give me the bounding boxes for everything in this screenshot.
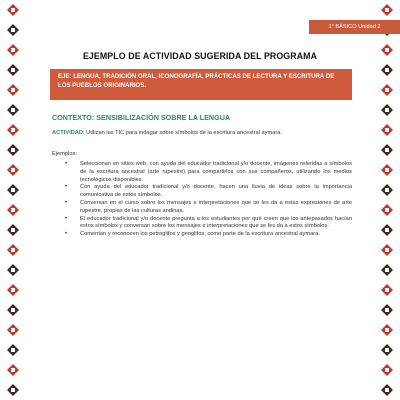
motif-center-icon xyxy=(385,68,389,72)
border-motif-icon xyxy=(381,364,393,376)
list-item: • El educador tradicional y/o docente pregunta a los estudiantes por qué creen que los antepasados hacían estos símbolos y conversan sobre los mensajes e interpretaciones que se les da a estos símbolos. xyxy=(65,215,352,230)
motif-center-icon xyxy=(11,308,15,312)
motif-center-icon xyxy=(385,168,389,172)
page-title: EJEMPLO DE ACTIVIDAD SUGERIDA DEL PROGRAMA xyxy=(82,51,318,61)
motif-center-icon xyxy=(11,48,15,52)
list-item: • Comentan y reconocen los petroglifos y geoglifos, como parte de la escritura ancestral aymara. xyxy=(65,231,320,238)
activity-text: : Utilizan las TIC para indagar sobre símbolos de la escritura ancestral aymara. xyxy=(82,130,283,136)
motif-center-icon xyxy=(385,48,389,52)
motif-center-icon xyxy=(385,268,389,272)
bullet-icon: • xyxy=(65,215,68,222)
border-motif-icon xyxy=(381,44,393,56)
motif-center-icon xyxy=(385,8,389,12)
border-motif-icon xyxy=(7,64,19,76)
border-motif-icon xyxy=(381,304,393,316)
list-item: • Seleccionan en sitios web, con ayuda del educador tradicional y/o docente, imágenes referidas a símbolos de la escritura ancestral (arte rupestre) para compartirlos con sus compañeros, utilizando los medios tecnológicos disponibles. xyxy=(65,161,352,183)
border-motif-icon xyxy=(7,204,19,216)
grade-unit-tab: 1° BÁSICO Unidad 2 xyxy=(309,20,400,34)
border-motif-icon xyxy=(7,224,19,236)
bullet-icon: • xyxy=(65,184,68,191)
border-motif-icon xyxy=(381,64,393,76)
border-motif-icon xyxy=(7,144,19,156)
border-motif-icon xyxy=(7,44,19,56)
border-motif-icon xyxy=(381,4,393,16)
motif-center-icon xyxy=(385,128,389,132)
border-motif-icon xyxy=(7,364,19,376)
motif-center-icon xyxy=(11,268,15,272)
activity-label: ACTIVIDAD xyxy=(52,130,83,136)
motif-center-icon xyxy=(11,208,15,212)
border-motif-icon xyxy=(7,124,19,136)
motif-center-icon xyxy=(11,108,15,112)
motif-center-icon xyxy=(11,68,15,72)
border-motif-icon xyxy=(7,24,19,36)
eje-banner xyxy=(50,69,352,100)
border-motif-icon xyxy=(7,284,19,296)
motif-center-icon xyxy=(11,128,15,132)
examples-list xyxy=(52,161,352,239)
border-motif-icon xyxy=(7,104,19,116)
border-motif-icon xyxy=(7,304,19,316)
bullet-icon: • xyxy=(65,161,68,167)
examples-label: Ejemplos: xyxy=(52,151,77,157)
motif-center-icon xyxy=(11,88,15,92)
motif-center-icon xyxy=(385,208,389,212)
motif-center-icon xyxy=(385,328,389,332)
motif-center-icon xyxy=(385,248,389,252)
activity-line xyxy=(52,130,352,136)
motif-center-icon xyxy=(11,288,15,292)
motif-center-icon xyxy=(385,348,389,352)
border-motif-icon xyxy=(381,244,393,256)
border-motif-icon xyxy=(7,384,19,396)
bullet-icon: • xyxy=(65,199,68,206)
border-motif-icon xyxy=(381,184,393,196)
right-decorative-border xyxy=(380,0,394,400)
border-motif-icon xyxy=(7,244,19,256)
border-motif-icon xyxy=(381,164,393,176)
bullet-icon: • xyxy=(65,231,68,238)
motif-center-icon xyxy=(11,188,15,192)
motif-center-icon xyxy=(385,308,389,312)
motif-center-icon xyxy=(11,8,15,12)
border-motif-icon xyxy=(7,264,19,276)
motif-center-icon xyxy=(385,388,389,392)
motif-center-icon xyxy=(11,368,15,372)
border-motif-icon xyxy=(381,264,393,276)
border-motif-icon xyxy=(381,124,393,136)
motif-center-icon xyxy=(11,328,15,332)
motif-center-icon xyxy=(11,28,15,32)
border-motif-icon xyxy=(7,4,19,16)
border-motif-icon xyxy=(7,344,19,356)
motif-center-icon xyxy=(385,148,389,152)
border-motif-icon xyxy=(7,184,19,196)
motif-center-icon xyxy=(385,88,389,92)
border-motif-icon xyxy=(381,84,393,96)
border-motif-icon xyxy=(381,224,393,236)
border-motif-icon xyxy=(7,324,19,336)
list-item: • Con ayuda del educador tradicional y/o docente, hacen una lluvia de ideas sobre la importancia comunicativa de estos símbolos. xyxy=(65,184,352,199)
border-motif-icon xyxy=(7,84,19,96)
list-item: • Conversan en el curso sobre los mensajes e interpretaciones que se les da a estas expresiones de arte rupestre, propias de las culturas andinas. xyxy=(65,199,352,214)
border-motif-icon xyxy=(7,164,19,176)
border-motif-icon xyxy=(381,324,393,336)
motif-center-icon xyxy=(385,188,389,192)
left-decorative-border xyxy=(6,0,20,400)
motif-center-icon xyxy=(11,388,15,392)
motif-center-icon xyxy=(11,248,15,252)
context-heading: CONTEXTO: SENSIBILIZACIÓN SOBRE LA LENGUA xyxy=(52,113,231,122)
border-motif-icon xyxy=(381,284,393,296)
motif-center-icon xyxy=(11,228,15,232)
border-motif-icon xyxy=(381,144,393,156)
motif-center-icon xyxy=(11,168,15,172)
motif-center-icon xyxy=(11,148,15,152)
border-motif-icon xyxy=(381,344,393,356)
motif-center-icon xyxy=(385,228,389,232)
border-motif-icon xyxy=(381,104,393,116)
border-motif-icon xyxy=(381,204,393,216)
motif-center-icon xyxy=(385,288,389,292)
eje-text: EJE: LENGUA, TRADICIÓN ORAL, ICONOGRAFÍA, PRÁCTICAS DE LECTURA Y ESCRITURA DE LOS PUEBLOS ORIGINARIOS. xyxy=(58,73,335,89)
motif-center-icon xyxy=(385,368,389,372)
border-motif-icon xyxy=(381,384,393,396)
motif-center-icon xyxy=(11,348,15,352)
motif-center-icon xyxy=(385,108,389,112)
